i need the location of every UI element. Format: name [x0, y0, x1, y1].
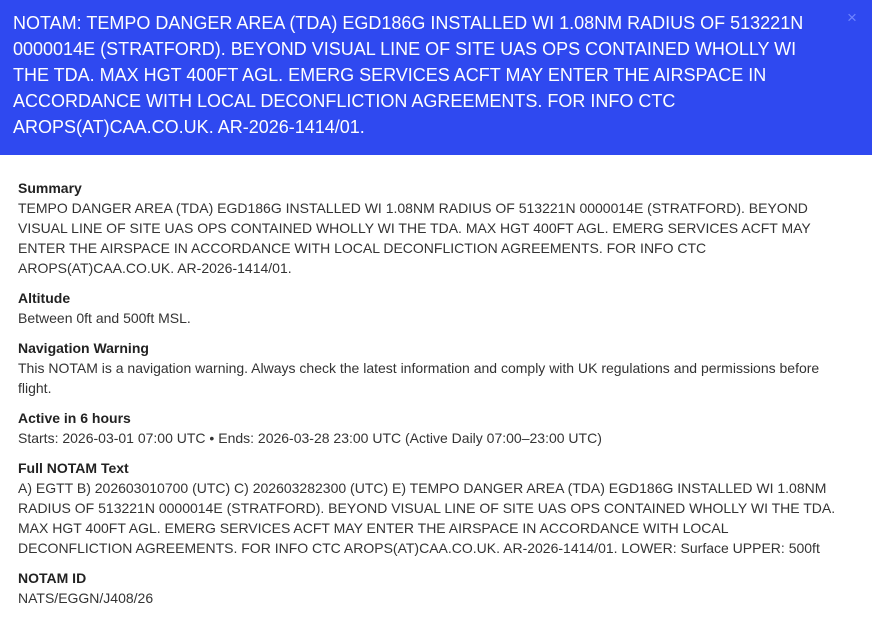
altitude-section	[18, 288, 842, 328]
navigation-warning-section	[18, 338, 842, 398]
full-notam-text-section	[18, 458, 842, 558]
summary-section	[18, 178, 842, 278]
active-label: Active in 6 hours	[18, 410, 131, 426]
close-icon[interactable]: ×	[847, 8, 857, 27]
full-notam-text-label: Full NOTAM Text	[18, 460, 129, 476]
notam-content	[0, 155, 872, 608]
navigation-warning-label: Navigation Warning	[18, 340, 149, 356]
notam-title: NOTAM: TEMPO DANGER AREA (TDA) EGD186G INSTALLED WI 1.08NM RADIUS OF 513221N 0000014E (STRATFORD). BEYOND VISUAL LINE OF SITE UAS OPS CONTAINED WHOLLY WI THE TDA. MAX HGT 400FT AGL. EMERG SERVICES ACFT MAY ENTER THE AIRSPACE IN ACCORDANCE WITH LOCAL DECONFLICTION AGREEMENTS. FOR INFO CTC AROPS(AT)CAA.CO.UK. AR-2026-1414/01.	[13, 13, 804, 137]
active-text: Starts: 2026-03-01 07:00 UTC • Ends: 2026-03-28 23:00 UTC (Active Daily 07:00–23:00 UTC)	[18, 430, 602, 446]
notam-id-label: NOTAM ID	[18, 570, 87, 586]
altitude-label: Altitude	[18, 290, 71, 306]
notam-header	[0, 0, 872, 155]
altitude-text: Between 0ft and 500ft MSL.	[18, 310, 191, 326]
summary-text: TEMPO DANGER AREA (TDA) EGD186G INSTALLED WI 1.08NM RADIUS OF 513221N 0000014E (STRATFORD). BEYOND VISUAL LINE OF SITE UAS OPS CONTAINED WHOLLY WI THE TDA. MAX HGT 400FT AGL. EMERG SERVICES ACFT MAY ENTER THE AIRSPACE IN ACCORDANCE WITH LOCAL DECONFLICTION AGREEMENTS. FOR INFO CTC AROPS(AT)CAA.CO.UK. AR-2026-1414/01.	[18, 200, 811, 276]
active-section	[18, 408, 842, 448]
notam-id-section	[18, 568, 842, 608]
summary-label: Summary	[18, 180, 82, 196]
notam-id-text: NATS/EGGN/J408/26	[18, 590, 154, 606]
navigation-warning-text: This NOTAM is a navigation warning. Always check the latest information and comply with UK regulations and permissions before flight.	[18, 360, 820, 396]
full-notam-text: A) EGTT B) 202603010700 (UTC) C) 202603282300 (UTC) E) TEMPO DANGER AREA (TDA) EGD186G INSTALLED WI 1.08NM RADIUS OF 513221N 0000014E (STRATFORD). BEYOND VISUAL LINE OF SITE UAS OPS CONTAINED WHOLLY WI THE TDA. MAX HGT 400FT AGL. EMERG SERVICES ACFT MAY ENTER THE AIRSPACE IN ACCORDANCE WITH LOCAL DECONFLICTION AGREEMENTS. FOR INFO CTC AROPS(AT)CAA.CO.UK. AR-2026-1414/01. LOWER: Surface UPPER: 500ft	[18, 480, 836, 556]
